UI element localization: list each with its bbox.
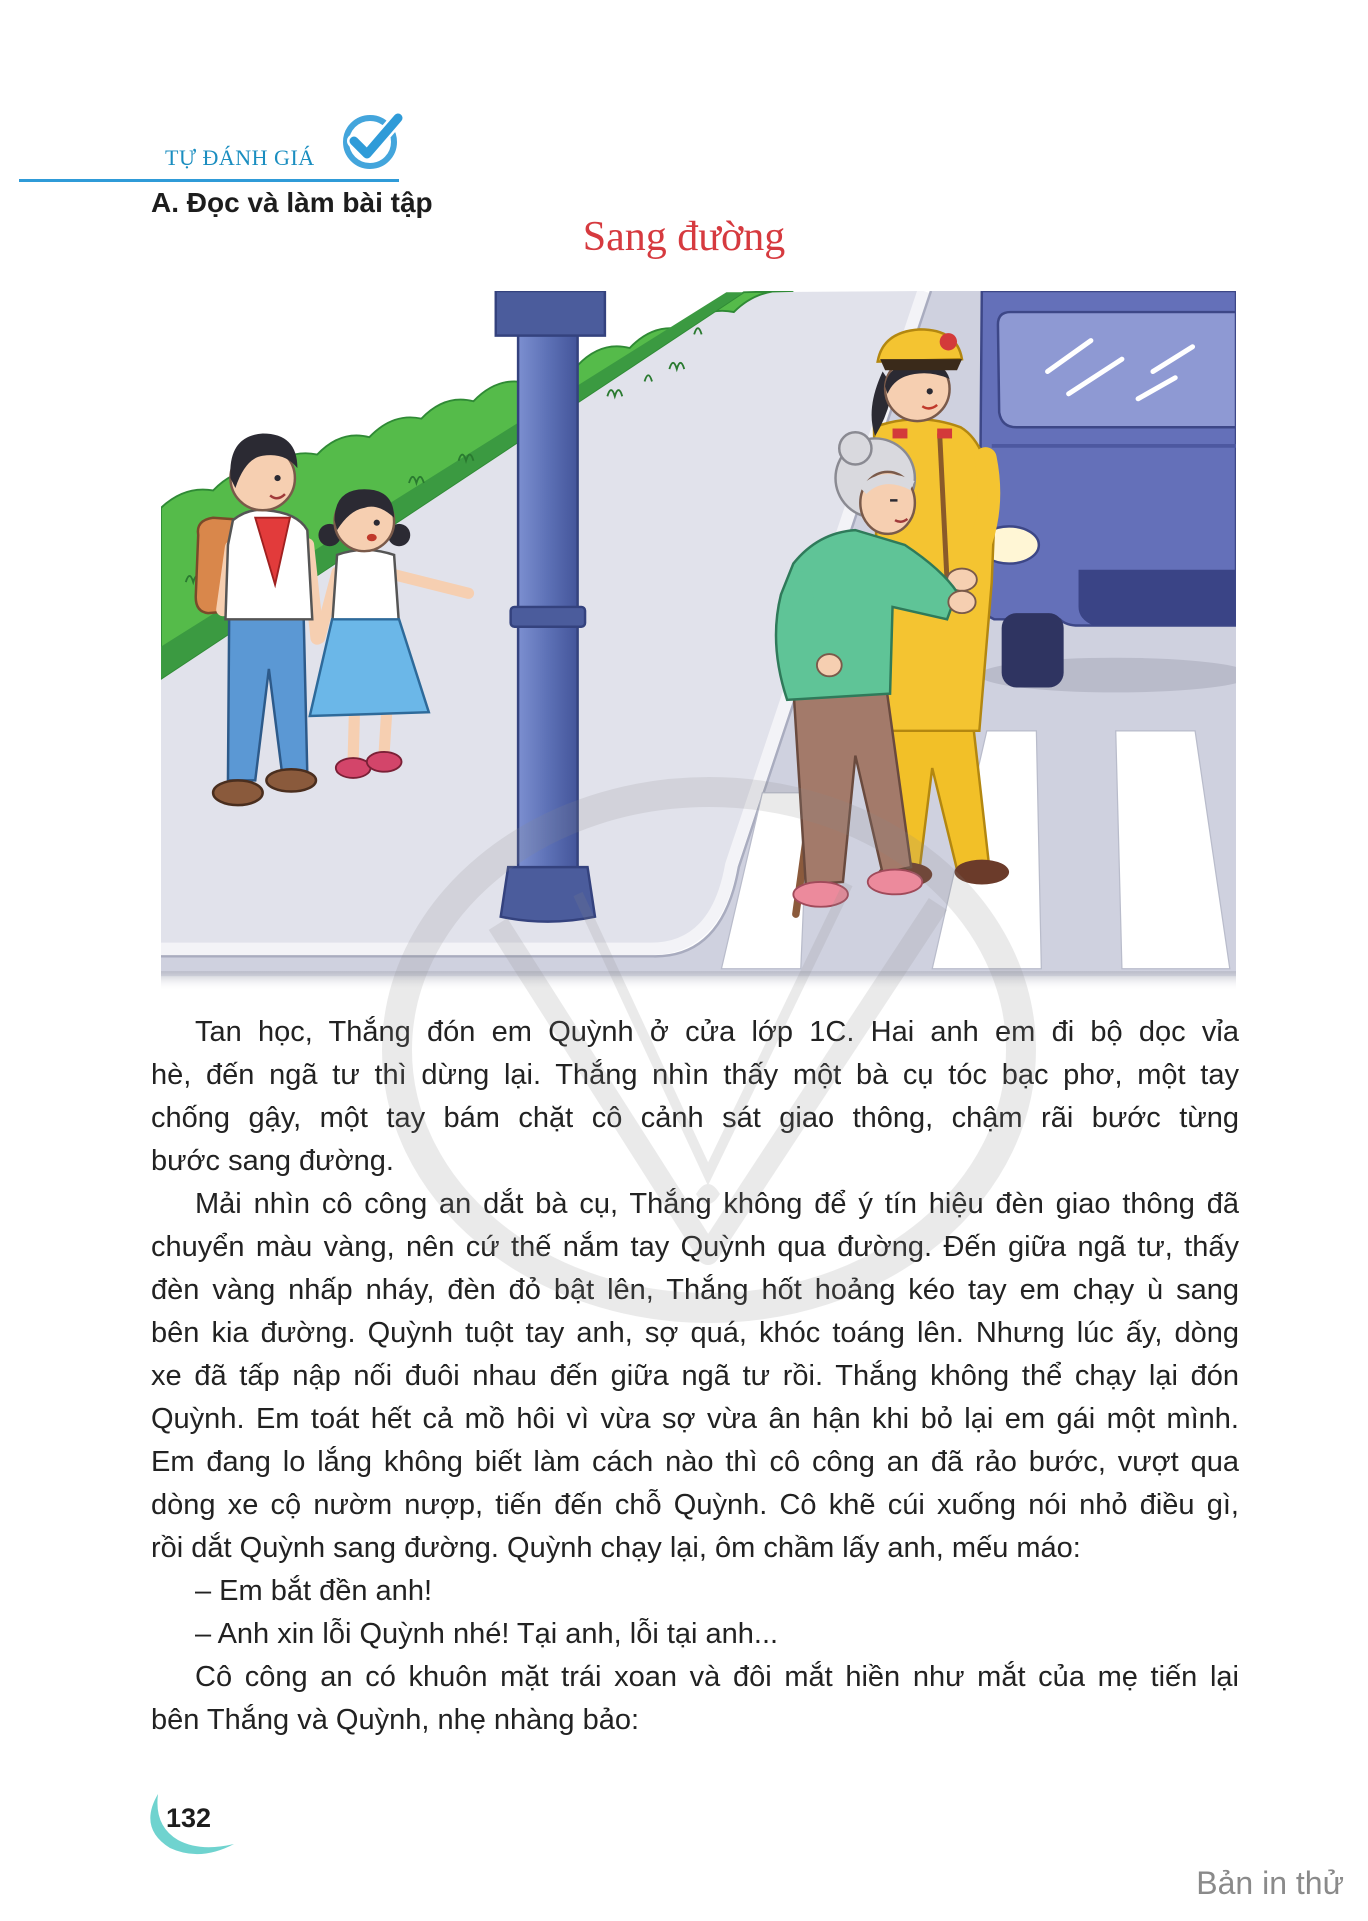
text-line: bên kia đường. Quỳnh tuột tay anh, sợ quá, khóc toáng lên. Nhưng lúc ấy, dòng — [151, 1317, 1239, 1349]
text-line: hè, đến ngã tư thì dừng lại. Thắng nhìn thấy một bà cụ tóc bạc phơ, một tay — [151, 1059, 1239, 1091]
illustration-shadow — [161, 971, 1236, 991]
draft-print-note: Bản in thử — [1196, 1865, 1344, 1901]
text-line: Quỳnh. Em toát hết cả mồ hôi vì vừa sợ vừa ân hận khi bỏ lại em gái một mình. — [151, 1403, 1239, 1435]
header-rule — [19, 179, 399, 182]
text-line: – Anh xin lỗi Quỳnh nhé! Tại anh, lỗi tại anh... — [195, 1618, 779, 1650]
text-line: Em đang lo lắng không biết làm cách nào thì cô công an đã rảo bước, vượt qua — [151, 1446, 1239, 1478]
dialogue-line — [151, 1613, 1239, 1656]
wheel — [1002, 613, 1064, 687]
text-line: Tan học, Thắng đón em Quỳnh ở cửa lớp 1C. Hai anh em đi bộ dọc vỉa — [195, 1016, 1239, 1048]
text-line: chống gậy, một tay bám chặt cô cảnh sát giao thông, chậm rãi bước từng — [151, 1102, 1239, 1134]
text-line: chuyển màu vàng, nên cứ thế nắm tay Quỳnh qua đường. Đến giữa ngã tư, thấy — [151, 1231, 1239, 1263]
paragraph — [151, 1011, 1239, 1183]
text-line: Cô công an có khuôn mặt trái xoan và đôi mắt hiền như mắt của mẹ tiến lại — [195, 1661, 1239, 1693]
checkmark-circle-icon — [338, 106, 406, 174]
section-label: TỰ ĐÁNH GIÁ — [165, 145, 315, 170]
grille — [1079, 570, 1236, 626]
paragraph — [151, 1656, 1239, 1742]
exercise-heading: A. Đọc và làm bài tập — [151, 187, 433, 218]
story-illustration — [161, 291, 1236, 991]
dialogue-line — [151, 1570, 1239, 1613]
windshield — [998, 312, 1236, 427]
text-line: rồi dắt Quỳnh sang đường. Quỳnh chạy lại, ôm chầm lấy anh, mếu máo: — [151, 1532, 1081, 1564]
text-line: Mải nhìn cô công an dắt bà cụ, Thắng không để ý tín hiệu đèn giao thông đã — [195, 1188, 1239, 1220]
text-line: – Em bắt đền anh! — [195, 1575, 432, 1607]
text-line: dòng xe cộ nườm nượp, tiến đến chỗ Quỳnh. Cô khẽ cúi xuống nói nhỏ điều gì, — [151, 1489, 1239, 1521]
story-body — [151, 1011, 1239, 1742]
text-line: bước sang đường. — [151, 1145, 394, 1177]
text-line: đèn vàng nhấp nháy, đèn đỏ bật lên, Thắng hốt hoảng kéo tay em chạy ù sang — [151, 1274, 1239, 1306]
text-line: xe đã tấp nập nối đuôi nhau đến giữa ngã tư rồi. Thắng không thể chạy lại đón — [151, 1360, 1239, 1392]
paragraph — [151, 1183, 1239, 1570]
story-title: Sang đường — [582, 214, 786, 260]
text-line: bên Thắng và Quỳnh, nhẹ nhàng bảo: — [151, 1704, 640, 1736]
page-number: 132 — [166, 1803, 212, 1833]
